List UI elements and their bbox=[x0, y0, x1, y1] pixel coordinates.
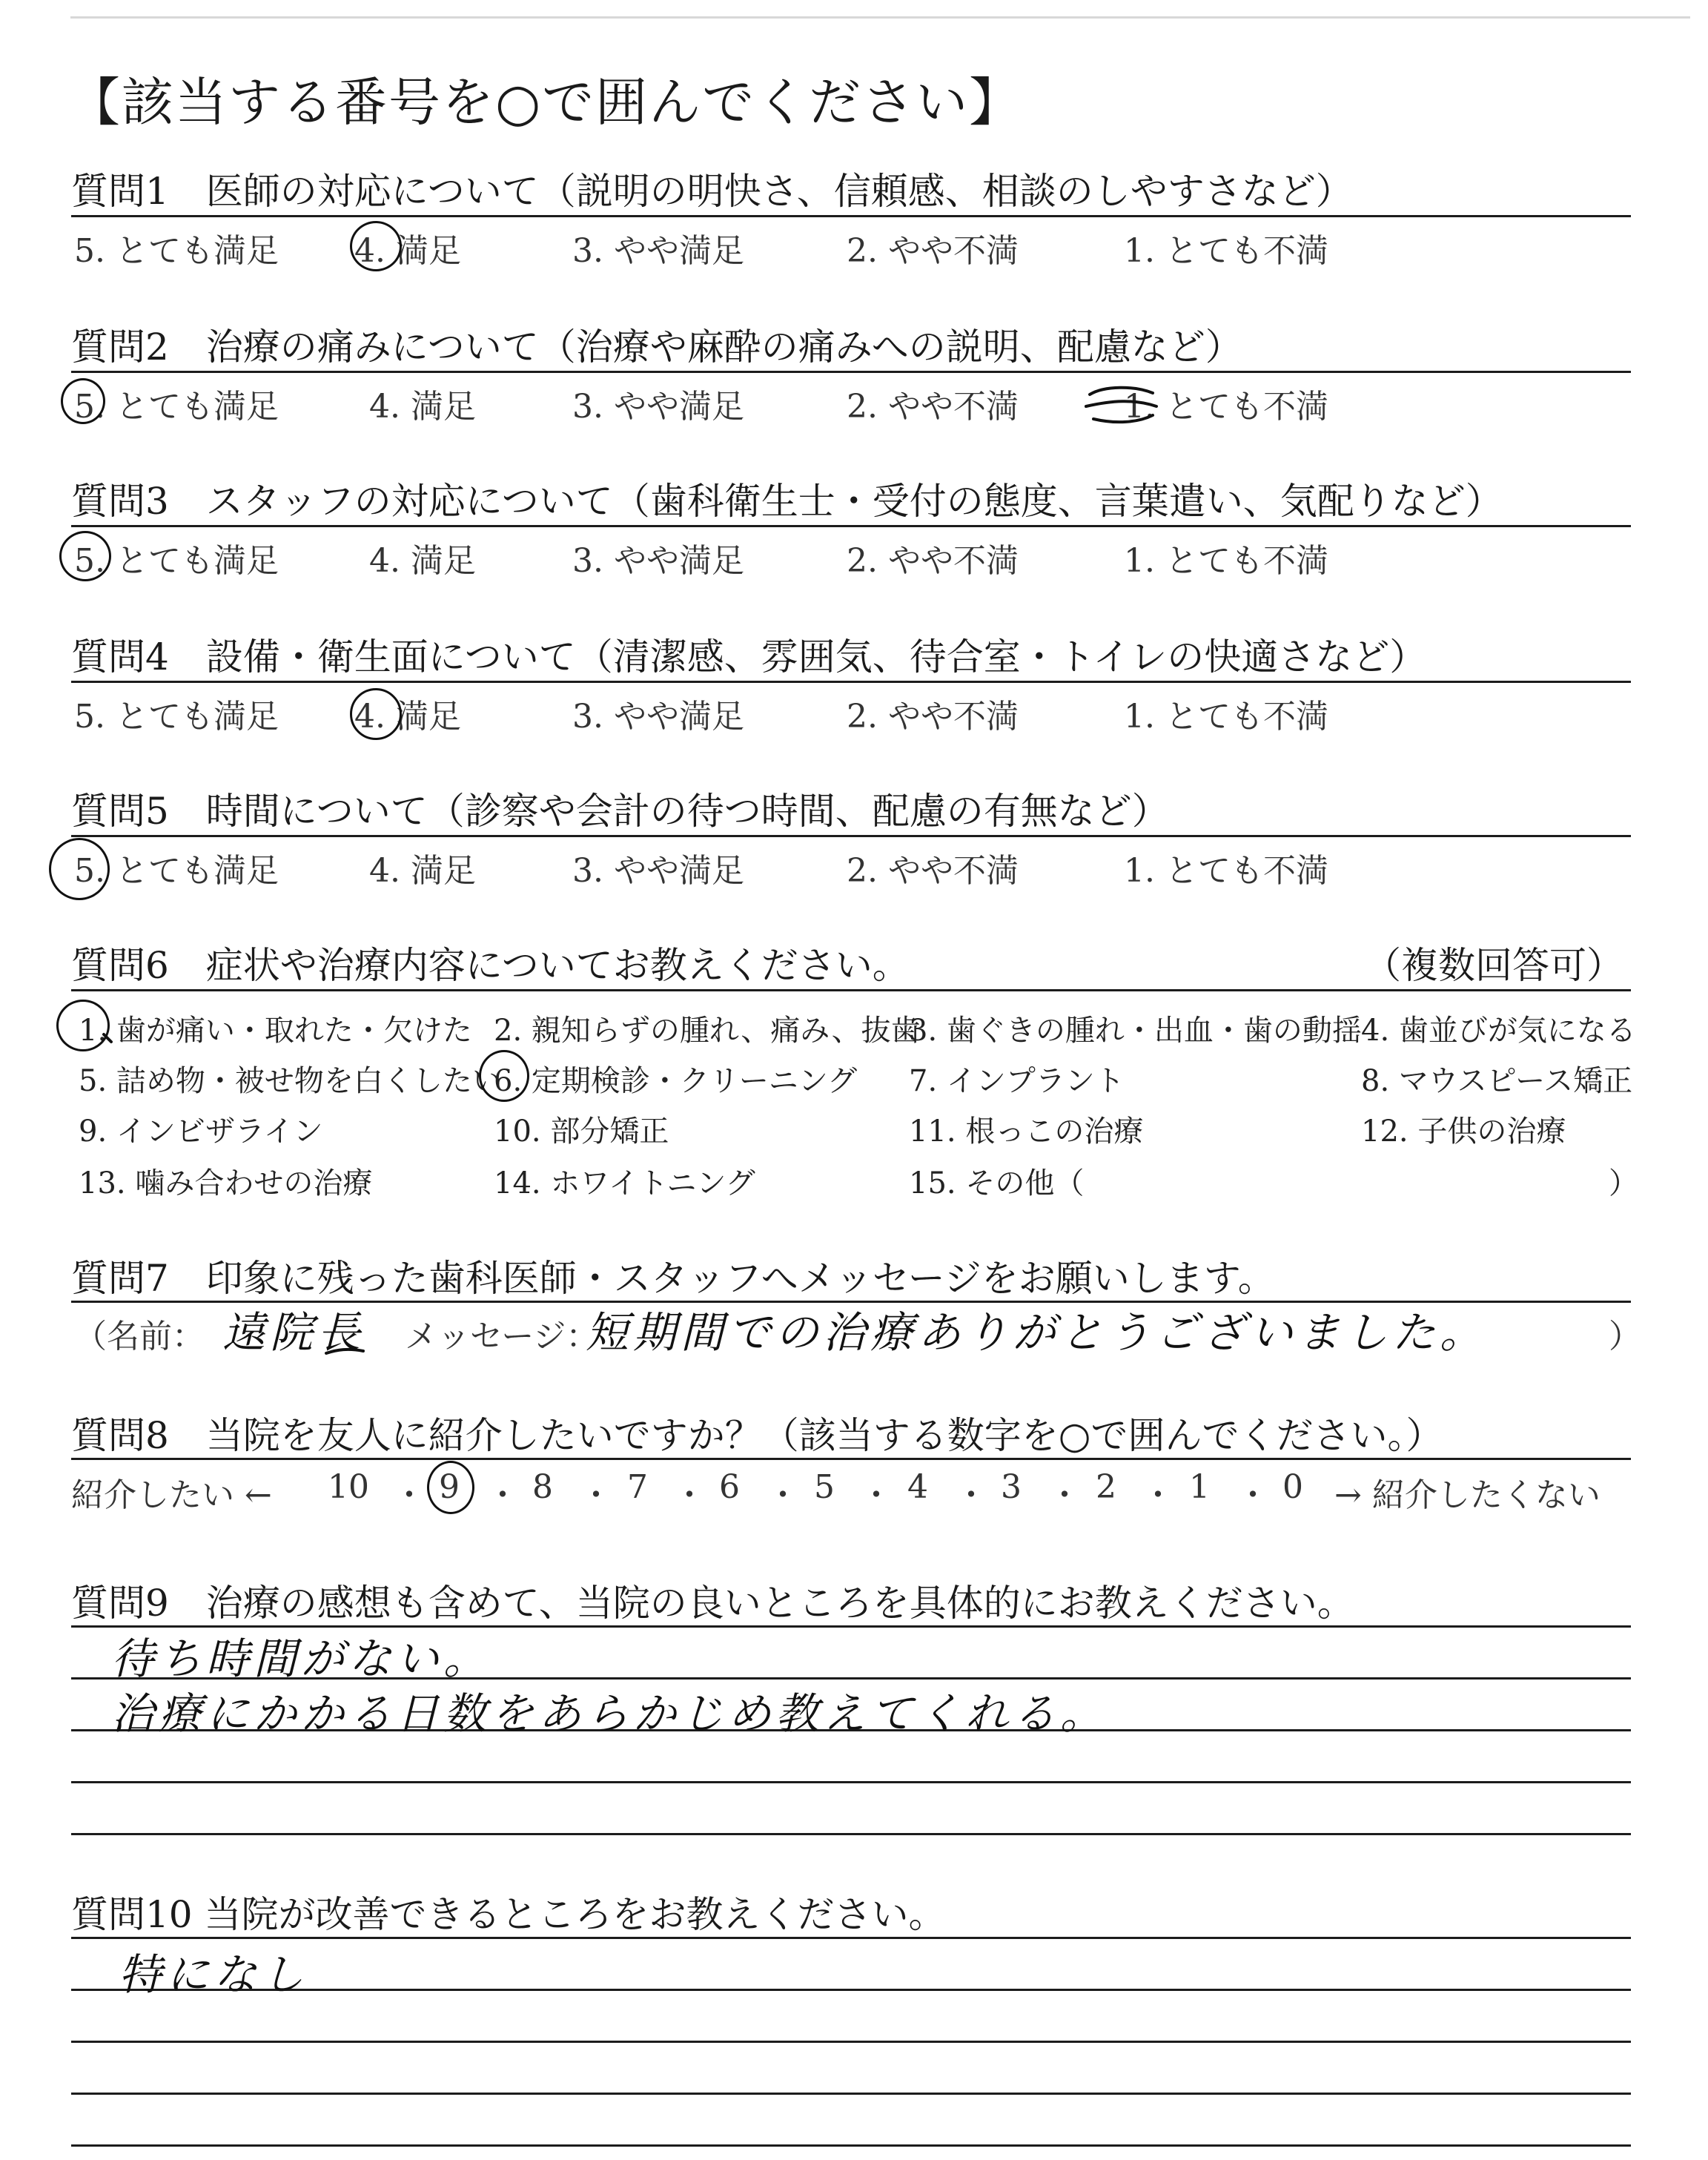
q1-option-2[interactable]: 2. やや不満 bbox=[847, 232, 1019, 270]
q6-choice-1[interactable]: 1. 歯が痛い・取れた・欠けた bbox=[79, 1014, 472, 1048]
q8-scale-1[interactable]: 1 bbox=[1189, 1468, 1210, 1506]
q6-choice-13[interactable]: 13. 噛み合わせの治療 bbox=[79, 1166, 373, 1200]
form-instruction-header: 【該当する番号を○で囲んでください】 bbox=[68, 72, 1023, 133]
q5-option-3[interactable]: 3. やや満足 bbox=[572, 852, 744, 890]
question-3-title: 質問3 スタッフの対応について（歯科衛生士・受付の態度、言葉遣い、気配りなど） bbox=[71, 480, 1503, 523]
q8-scale-6[interactable]: 6 bbox=[719, 1468, 740, 1506]
q4-option-5[interactable]: 5. とても満足 bbox=[74, 698, 279, 736]
question-7-title: 質問7 印象に残った歯科医師・スタッフへメッセージをお願いします。 bbox=[71, 1257, 1275, 1300]
q8-scale-dot: ・ bbox=[1048, 1476, 1081, 1514]
question-8-title: 質問8 当院を友人に紹介したいですか？（該当する数字を○で囲んでください。） bbox=[71, 1414, 1443, 1457]
q3-option-1[interactable]: 1. とても不満 bbox=[1124, 542, 1328, 580]
q8-scale-dot: ・ bbox=[860, 1476, 893, 1514]
q6-choice-8[interactable]: 8. マウスピース矯正 bbox=[1361, 1064, 1633, 1098]
q3-option-4[interactable]: 4. 満足 bbox=[369, 542, 476, 580]
q6-choice-3[interactable]: 3. 歯ぐきの腫れ・出血・歯の動揺 bbox=[909, 1014, 1362, 1048]
q4-option-2[interactable]: 2. やや不満 bbox=[847, 698, 1019, 736]
q5-option-2[interactable]: 2. やや不満 bbox=[847, 852, 1019, 890]
q6-choice-7[interactable]: 7. インプラント bbox=[909, 1064, 1125, 1098]
q2-option-1[interactable]: 1. とても不満 bbox=[1124, 388, 1328, 426]
q7-name-label: （名前： bbox=[74, 1318, 205, 1355]
question-9-title: 質問9 治療の感想も含めて、当院の良いところを具体的にお教えください。 bbox=[71, 1582, 1354, 1625]
q8-scale-dot: ・ bbox=[955, 1476, 987, 1514]
q8-right-label: → 紹介したくない bbox=[1334, 1476, 1601, 1514]
q8-scale-8[interactable]: 8 bbox=[532, 1468, 553, 1506]
question-10-title: 質問10 当院が改善できるところをお教えください。 bbox=[71, 1893, 946, 1936]
q2-option-4[interactable]: 4. 満足 bbox=[369, 388, 476, 426]
q8-scale-dot: ・ bbox=[767, 1476, 799, 1514]
q6-other-close-paren: ） bbox=[1609, 1166, 1638, 1200]
q10-answer-line-1[interactable]: 特になし bbox=[119, 1949, 309, 2000]
q6-choice-12[interactable]: 12. 子供の治療 bbox=[1361, 1114, 1566, 1149]
q6-choice-6[interactable]: 6. 定期検診・クリーニング bbox=[494, 1064, 858, 1098]
q8-scale-10[interactable]: 10 bbox=[328, 1468, 369, 1506]
question-5-title: 質問5 時間について（診察や会計の待つ時間、配慮の有無など） bbox=[71, 790, 1169, 833]
q8-scale-dot: ・ bbox=[393, 1476, 426, 1514]
q8-scale-2[interactable]: 2 bbox=[1096, 1468, 1116, 1506]
q3-option-3[interactable]: 3. やや満足 bbox=[572, 542, 744, 580]
q8-scale-4[interactable]: 4 bbox=[907, 1468, 928, 1506]
q7-close-paren: ） bbox=[1609, 1318, 1641, 1355]
q1-option-1[interactable]: 1. とても不満 bbox=[1124, 232, 1328, 270]
q5-option-1[interactable]: 1. とても不満 bbox=[1124, 852, 1328, 890]
q8-scale-5[interactable]: 5 bbox=[814, 1468, 835, 1506]
q1-option-4[interactable]: 4. 満足 bbox=[354, 232, 461, 270]
q6-choice-10[interactable]: 10. 部分矯正 bbox=[494, 1114, 669, 1149]
q1-option-5[interactable]: 5. とても満足 bbox=[74, 232, 279, 270]
q8-scale-dot: ・ bbox=[1237, 1476, 1269, 1514]
q8-scale-9[interactable]: 9 bbox=[439, 1468, 460, 1506]
q6-choice-4[interactable]: 4. 歯並びが気になる bbox=[1361, 1014, 1636, 1048]
q8-left-label: 紹介したい ← bbox=[71, 1476, 272, 1514]
q9-answer-line-2[interactable]: 治療にかかる日数をあらかじめ教えてくれる。 bbox=[111, 1688, 1108, 1739]
question-2-title: 質問2 治療の痛みについて（治療や麻酔の痛みへの説明、配慮など） bbox=[71, 326, 1242, 369]
q8-scale-0[interactable]: 0 bbox=[1282, 1468, 1303, 1506]
q2-option-5[interactable]: 5. とても満足 bbox=[74, 388, 279, 426]
question-4-title: 質問4 設備・衛生面について（清潔感、雰囲気、待合室・トイレの快適さなど） bbox=[71, 635, 1427, 678]
q6-choice-11[interactable]: 11. 根っこの治療 bbox=[909, 1114, 1144, 1149]
q3-option-2[interactable]: 2. やや不満 bbox=[847, 542, 1019, 580]
question-6-note: （複数回答可） bbox=[1364, 944, 1623, 987]
q5-option-4[interactable]: 4. 満足 bbox=[369, 852, 476, 890]
q7-name-handwritten[interactable]: 遠院長 bbox=[222, 1307, 365, 1358]
q8-scale-3[interactable]: 3 bbox=[1001, 1468, 1022, 1506]
q6-choice-5[interactable]: 5. 詰め物・被せ物を白くしたい bbox=[79, 1064, 502, 1098]
question-6-title: 質問6 症状や治療内容についてお教えください。 bbox=[71, 944, 910, 987]
q4-option-1[interactable]: 1. とても不満 bbox=[1124, 698, 1328, 736]
q6-choice-2[interactable]: 2. 親知らずの腫れ、痛み、抜歯 bbox=[494, 1014, 921, 1048]
q1-option-3[interactable]: 3. やや満足 bbox=[572, 232, 744, 270]
q6-choice-15[interactable]: 15. その他（ bbox=[909, 1166, 1085, 1200]
q8-scale-dot: ・ bbox=[1142, 1476, 1174, 1514]
q6-choice-9[interactable]: 9. インビザライン bbox=[79, 1114, 323, 1149]
q4-option-3[interactable]: 3. やや満足 bbox=[572, 698, 744, 736]
q9-answer-line-1[interactable]: 待ち時間がない。 bbox=[111, 1634, 491, 1684]
q2-option-3[interactable]: 3. やや満足 bbox=[572, 388, 744, 426]
q2-option-2[interactable]: 2. やや不満 bbox=[847, 388, 1019, 426]
q8-scale-dot: ・ bbox=[673, 1476, 706, 1514]
q2-scribble-mark bbox=[1086, 388, 1156, 422]
q8-scale-7[interactable]: 7 bbox=[627, 1468, 648, 1506]
q5-option-5[interactable]: 5. とても満足 bbox=[74, 852, 279, 890]
q7-signature-stroke bbox=[326, 1350, 363, 1353]
question-1-title: 質問1 医師の対応について（説明の明快さ、信頼感、相談のしやすさなど） bbox=[71, 170, 1353, 213]
q6-choice-14[interactable]: 14. ホワイトニング bbox=[494, 1166, 755, 1200]
q7-message-label: メッセージ： bbox=[405, 1318, 599, 1355]
q4-option-4[interactable]: 4. 満足 bbox=[354, 698, 461, 736]
q3-option-5[interactable]: 5. とても満足 bbox=[74, 542, 279, 580]
q8-scale-dot: ・ bbox=[580, 1476, 612, 1514]
q7-message-handwritten[interactable]: 短期間での治療ありがとうございました。 bbox=[586, 1307, 1488, 1358]
q8-scale-dot: ・ bbox=[486, 1476, 519, 1514]
q6-circle-tail bbox=[104, 1034, 111, 1042]
